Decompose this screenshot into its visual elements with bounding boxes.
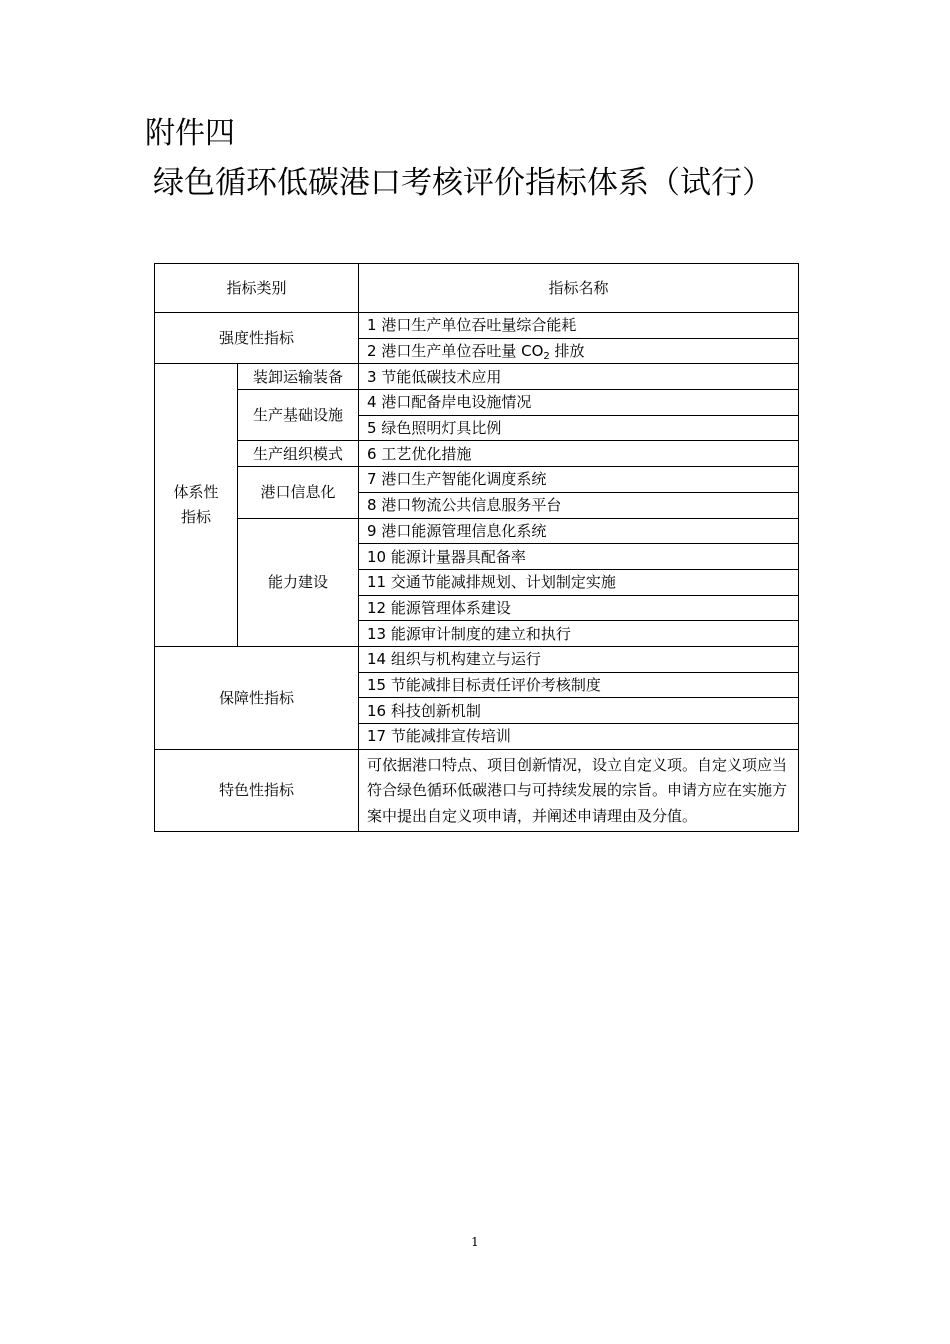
indicator-item-suffix: 排放 — [549, 342, 585, 361]
category-intensity: 强度性指标 — [155, 313, 359, 364]
indicator-item: 12 能源管理体系建设 — [359, 595, 799, 621]
subcategory-handling: 装卸运输装备 — [238, 364, 359, 390]
indicator-item: 9 港口能源管理信息化系统 — [359, 518, 799, 544]
header-name: 指标名称 — [359, 264, 799, 313]
table-row — [155, 364, 799, 390]
indicator-item: 7 港口生产智能化调度系统 — [359, 467, 799, 493]
indicator-item: 15 节能减排目标责任评价考核制度 — [359, 672, 799, 698]
subcategory-capacity: 能力建设 — [238, 518, 359, 646]
indicator-table — [154, 263, 799, 832]
indicator-item: 5 绿色照明灯具比例 — [359, 415, 799, 441]
table-row — [155, 518, 799, 544]
table-row — [155, 390, 799, 416]
subcategory-infrastructure: 生产基础设施 — [238, 390, 359, 441]
indicator-item: 11 交通节能减排规划、计划制定实施 — [359, 569, 799, 595]
table-row — [155, 467, 799, 493]
indicator-item: 3 节能低碳技术应用 — [359, 364, 799, 390]
indicator-item: 13 能源审计制度的建立和执行 — [359, 621, 799, 647]
indicator-item: 16 科技创新机制 — [359, 698, 799, 724]
attachment-label: 附件四 — [145, 116, 235, 151]
subcategory-informatization: 港口信息化 — [238, 467, 359, 518]
indicator-item: 4 港口配备岸电设施情况 — [359, 390, 799, 416]
page-number: 1 — [471, 1235, 479, 1249]
indicator-item — [359, 338, 799, 364]
table-header-row — [155, 264, 799, 313]
subcategory-organization: 生产组织模式 — [238, 441, 359, 467]
indicator-item: 14 组织与机构建立与运行 — [359, 646, 799, 672]
category-system-label: 体系性指标 — [173, 483, 219, 527]
subscript-2: 2 — [543, 351, 550, 363]
indicator-item: 17 节能减排宣传培训 — [359, 724, 799, 750]
document-title: 绿色循环低碳港口考核评价指标体系（试行） — [153, 165, 773, 201]
featured-description: 可依据港口特点、项目创新情况，设立自定义项。自定义项应当符合绿色循环低碳港口与可持续发展的宗旨。申请方应在实施方案中提出自定义项申请，并阐述申请理由及分值。 — [359, 749, 799, 832]
table-row — [155, 313, 799, 339]
category-featured: 特色性指标 — [155, 749, 359, 832]
indicator-item: 10 能源计量器具配备率 — [359, 544, 799, 570]
indicator-item-text: 2 港口生产单位吞吐量 CO — [367, 342, 544, 361]
indicator-item: 6 工艺优化措施 — [359, 441, 799, 467]
indicator-item: 1 港口生产单位吞吐量综合能耗 — [359, 313, 799, 339]
table-row — [155, 646, 799, 672]
category-guarantee: 保障性指标 — [155, 646, 359, 749]
table-row — [155, 441, 799, 467]
category-system — [155, 364, 238, 647]
header-category: 指标类别 — [155, 264, 359, 313]
indicator-item: 8 港口物流公共信息服务平台 — [359, 492, 799, 518]
table-row — [155, 749, 799, 832]
